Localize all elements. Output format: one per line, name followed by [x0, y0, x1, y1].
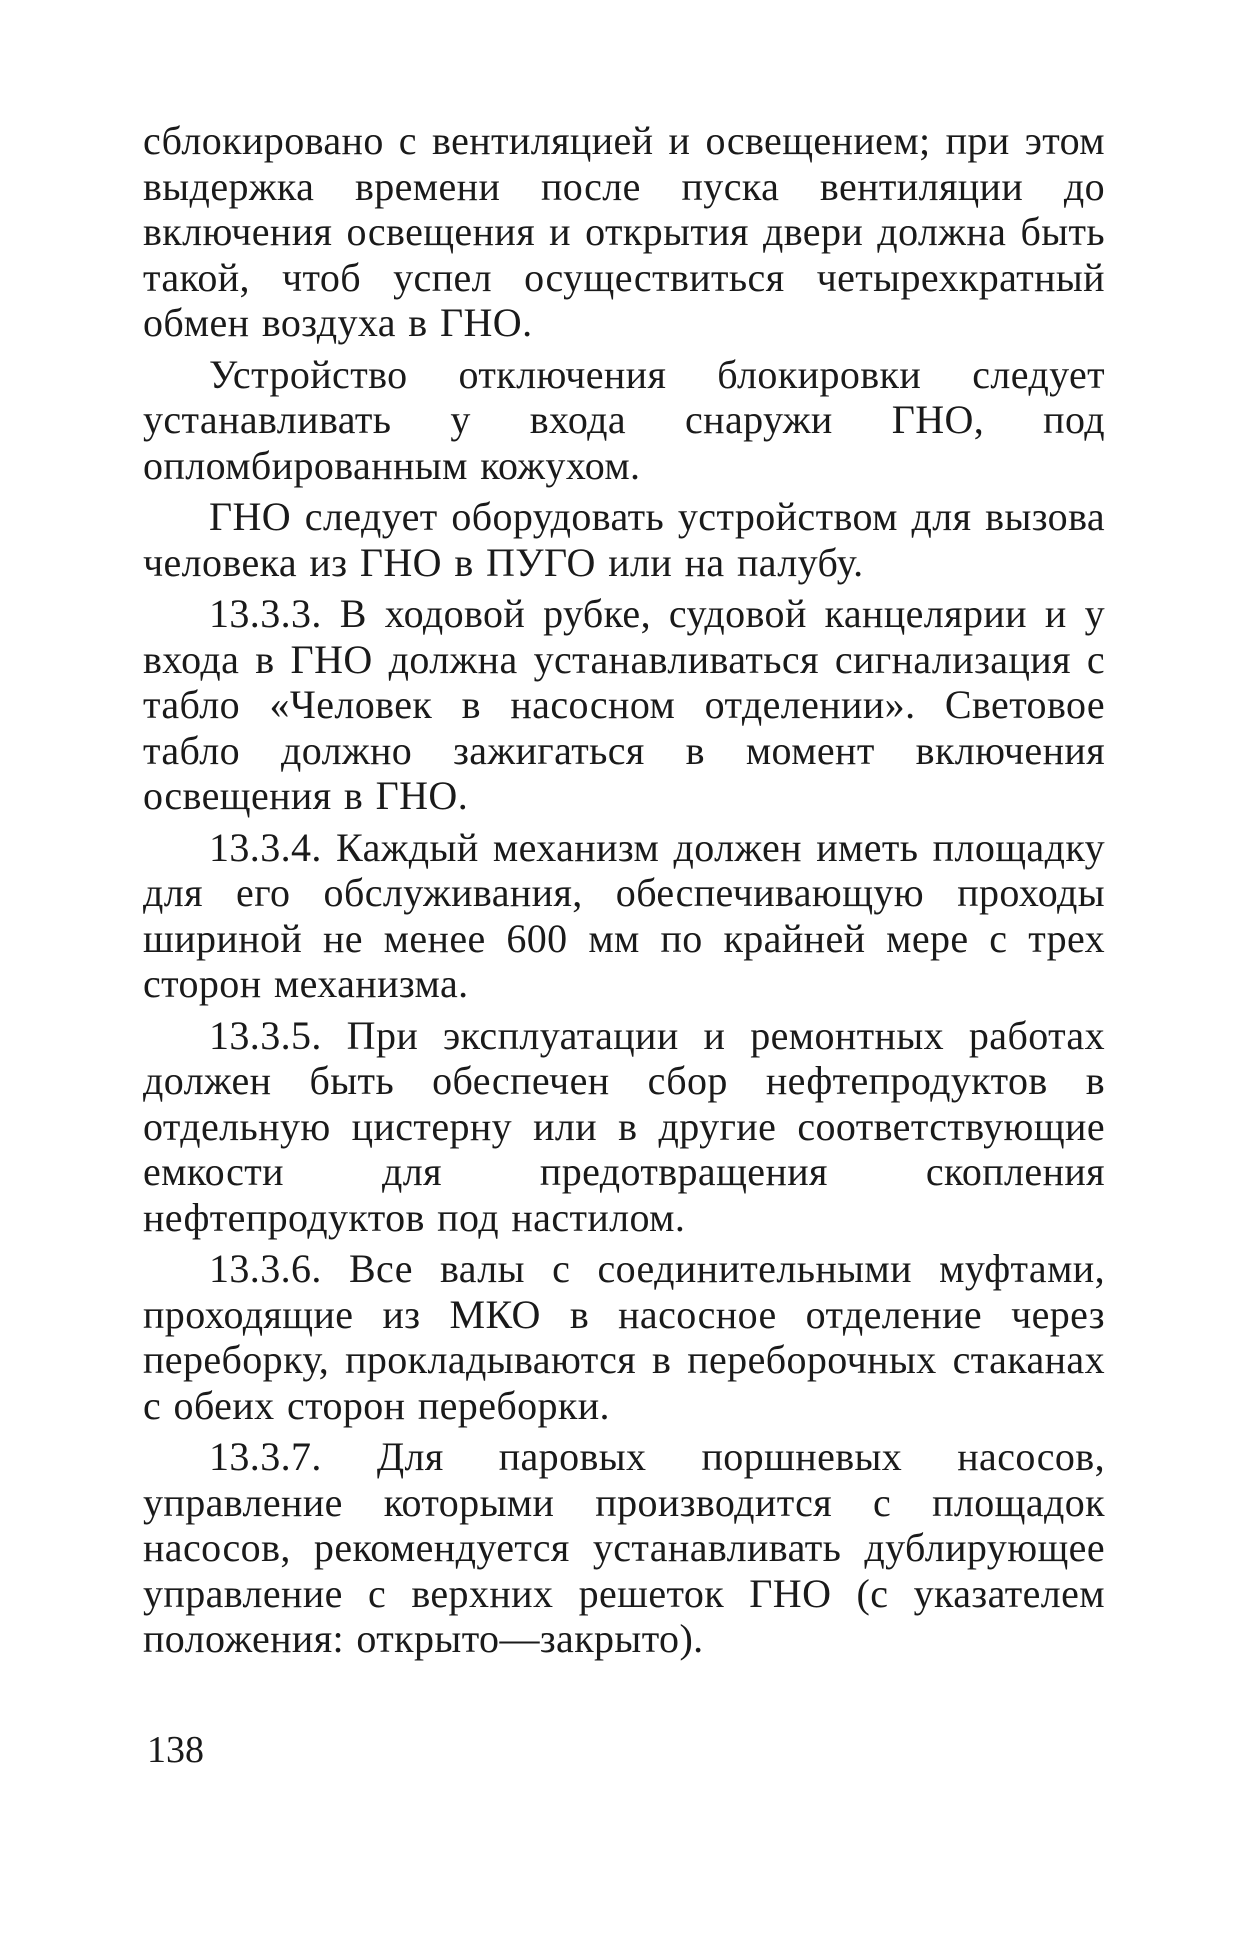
paragraph-13-3-6: 13.3.6. Все валы с соединительными муфтами, проходящие из МКО в насосное отделение через переборку, прокладываются в переборочных стаканах с обеих сторон переборки.	[143, 1246, 1105, 1428]
paragraph-13-3-4: 13.3.4. Каждый механизм должен иметь площадку для его обслуживания, обеспечивающую проходы шириной не менее 600 мм по крайней мере с трех сторон механизма.	[143, 824, 1105, 1006]
page-number: 138	[147, 1729, 204, 1771]
paragraph-continuation: сблокировано с вентиляцией и освещением; при этом выдержка времени после пуска вентиляции до включения освещения и открытия двери должна быть такой, чтоб успел осуществиться четырехкратный обмен воздуха в ГНО.	[143, 118, 1105, 345]
paragraph-call-device: ГНО следует оборудовать устройством для вызова человека из ГНО в ПУГО или на палубу.	[143, 494, 1105, 585]
paragraph-13-3-7: 13.3.7. Для паровых поршневых насосов, управление которыми производится с площадок насосов, рекомендуется устанавливать дублирующее управление с верхних решеток ГНО (с указателем положения: открыто—закрыто).	[143, 1434, 1105, 1661]
paragraph-lock-override-device: Устройство отключения блокировки следует устанавливать у входа снаружи ГНО, под опломбированным кожухом.	[143, 351, 1105, 488]
paragraph-13-3-3: 13.3.3. В ходовой рубке, судовой канцелярии и у входа в ГНО должна устанавливаться сигнализация с табло «Человек в насосном отделении». Световое табло должно зажигаться в момент включения освещения в ГНО.	[143, 591, 1105, 818]
paragraph-13-3-5: 13.3.5. При эксплуатации и ремонтных работах должен быть обеспечен сбор нефтепродуктов в отдельную цистерну или в другие соответствующие емкости для предотвращения скопления нефтепродуктов под настилом.	[143, 1012, 1105, 1240]
body-text	[143, 118, 1105, 1668]
